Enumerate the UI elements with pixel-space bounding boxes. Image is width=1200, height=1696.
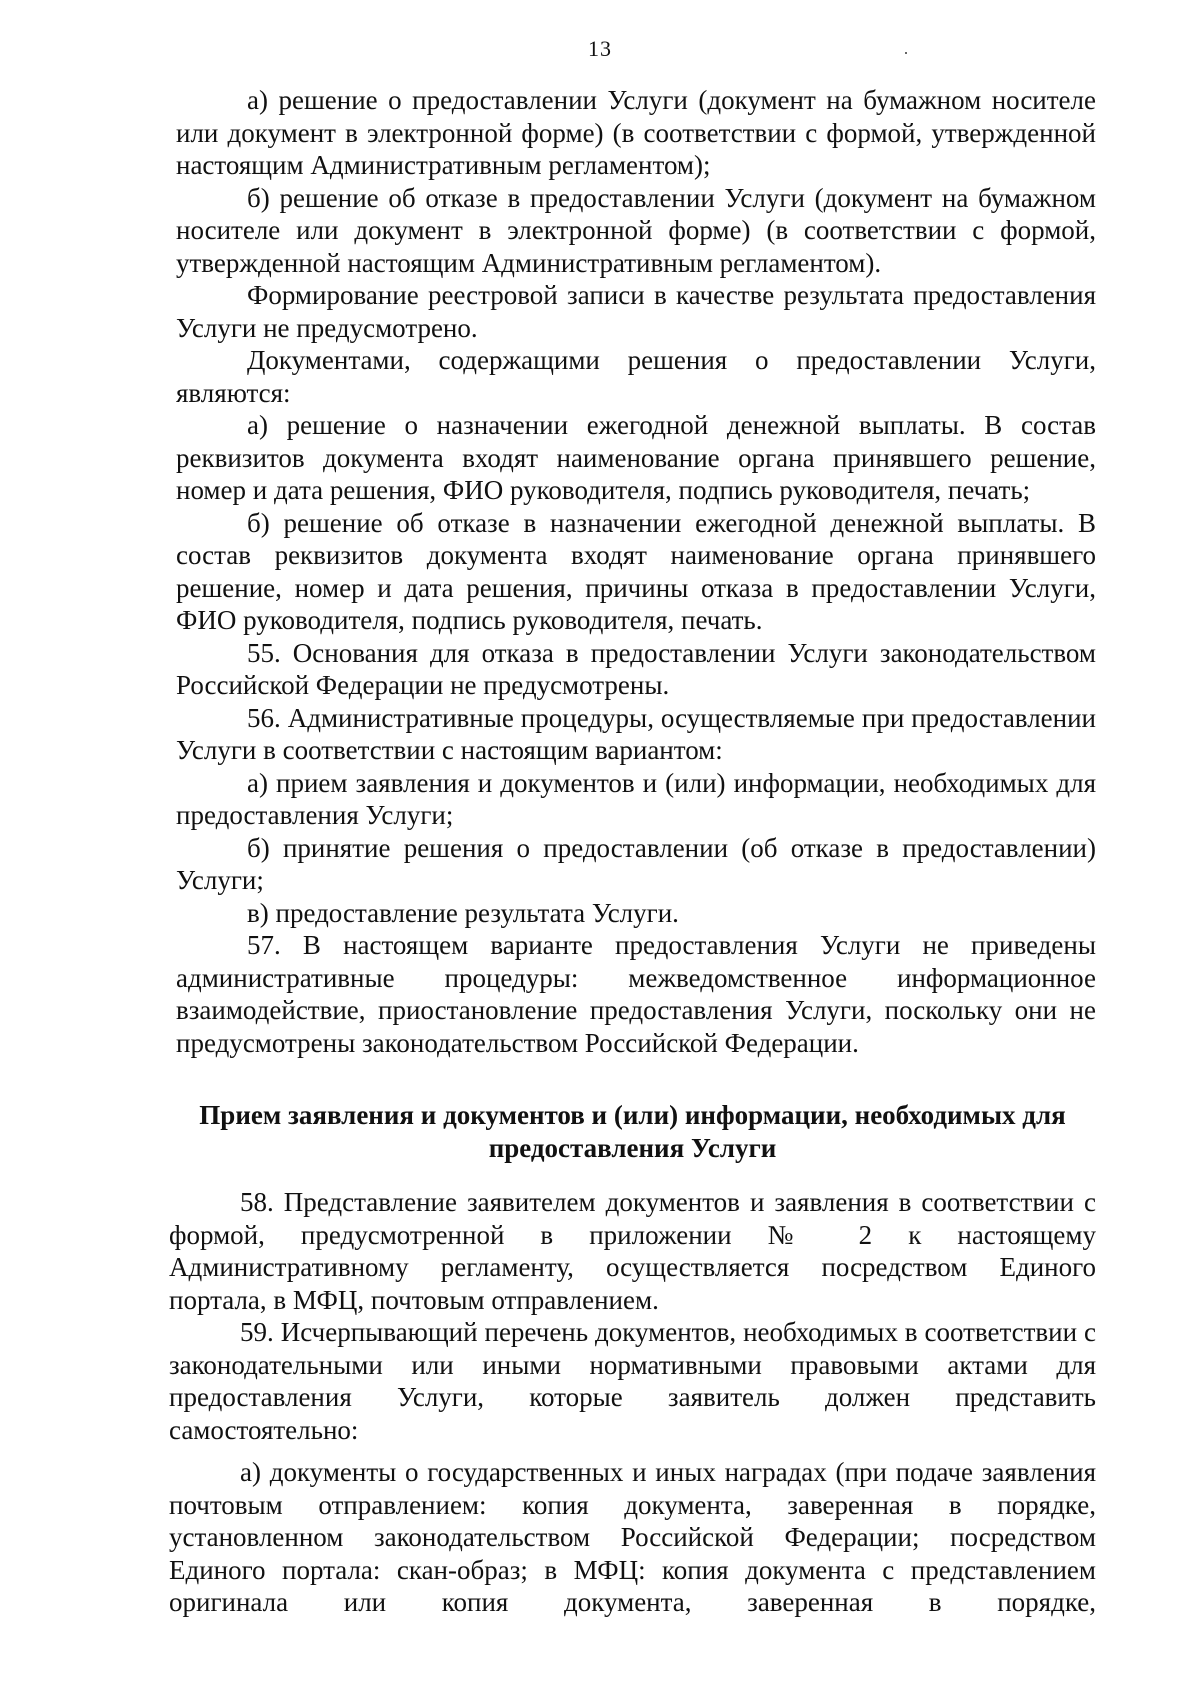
- paragraph-result-refusal: б) решение об отказе в предоставлении Услуги (документ на бумажном носителе или документ в электронной форме) (в соответствии с формой, утвержденной настоящим Административным регламентом).: [176, 182, 1096, 278]
- paragraph-decision-granting: а) решение о назначении ежегодной денежной выплаты. В состав реквизитов документа входят наименование органа принявшего решение, номер и дата решения, ФИО руководителя, подпись руководителя, печать;: [176, 410, 1096, 505]
- paragraph-57: 57. В настоящем варианте предоставления Услуги не приведены административные процедуры: межведомственное информационное взаимодействие, приостановление предоставления Услуги, поскольку они не предусмотрены законодательством Российской Федерации.: [176, 930, 1096, 1058]
- document-body: [169, 84, 1096, 1619]
- paragraph-59-a: а) документы о государственных и иных наградах (при подаче заявления почтовым отправлением: копия документа, заверенная в порядке, установленном законодательством Российской Федерации; посредством Единого портала: скан-образ; в МФЦ: копия документа с представлением оригинала или копия документа, заверенная в порядке,: [169, 1457, 1096, 1617]
- spacer: [169, 1446, 1096, 1456]
- paragraph-result-decision: а) решение о предоставлении Услуги (документ на бумажном носителе или документ в электронной форме) (в соответствии с формой, утвержденной настоящим Административным регламентом);: [176, 85, 1096, 180]
- paragraph-59: 59. Исчерпывающий перечень документов, необходимых в соответствии с законодательными или иными нормативными правовыми актами для предоставления Услуги, которые заявитель должен представить самостоятельно:: [169, 1317, 1096, 1445]
- section-body: [169, 1186, 1096, 1619]
- paragraph-56-b: б) принятие решения о предоставлении (об отказе в предоставлении) Услуги;: [176, 832, 1096, 895]
- paragraph-55: 55. Основания для отказа в предоставлении Услуги законодательством Российской Федерации не предусмотрены.: [176, 637, 1096, 700]
- paragraph-registry-record: Формирование реестровой записи в качестве результата предоставления Услуги не предусмотрено.: [176, 280, 1096, 343]
- page-number: 13: [588, 36, 612, 61]
- paragraph-56-v: в) предоставление результата Услуги.: [247, 897, 679, 928]
- section-heading: Прием заявления и документов и (или) информации, необходимых для предоставления Услуги: [199, 1100, 1066, 1163]
- paragraph-56: 56. Административные процедуры, осуществляемые при предоставлении Услуги в соответствии с настоящим вариантом:: [176, 702, 1096, 765]
- paragraph-decision-refusal: б) решение об отказе в назначении ежегодной денежной выплаты. В состав реквизитов документа входят наименование органа принявшего решение, номер и дата решения, причины отказа в предоставлении Услуги, ФИО руководителя, подпись руководителя, печать.: [176, 507, 1096, 635]
- paragraph-58: 58. Представление заявителем документов и заявления в соответствии с формой, предусмотренной в приложении № 2 к настоящему Административному регламенту, осуществляется посредством Единого портала, в МФЦ, почтовым отправлением.: [169, 1187, 1096, 1315]
- paragraph-decision-documents: Документами, содержащими решения о предоставлении Услуги, являются:: [176, 345, 1096, 408]
- scan-speck: [905, 52, 907, 54]
- paragraph-56-a: а) прием заявления и документов и (или) информации, необходимых для предоставления Услуги;: [176, 767, 1096, 830]
